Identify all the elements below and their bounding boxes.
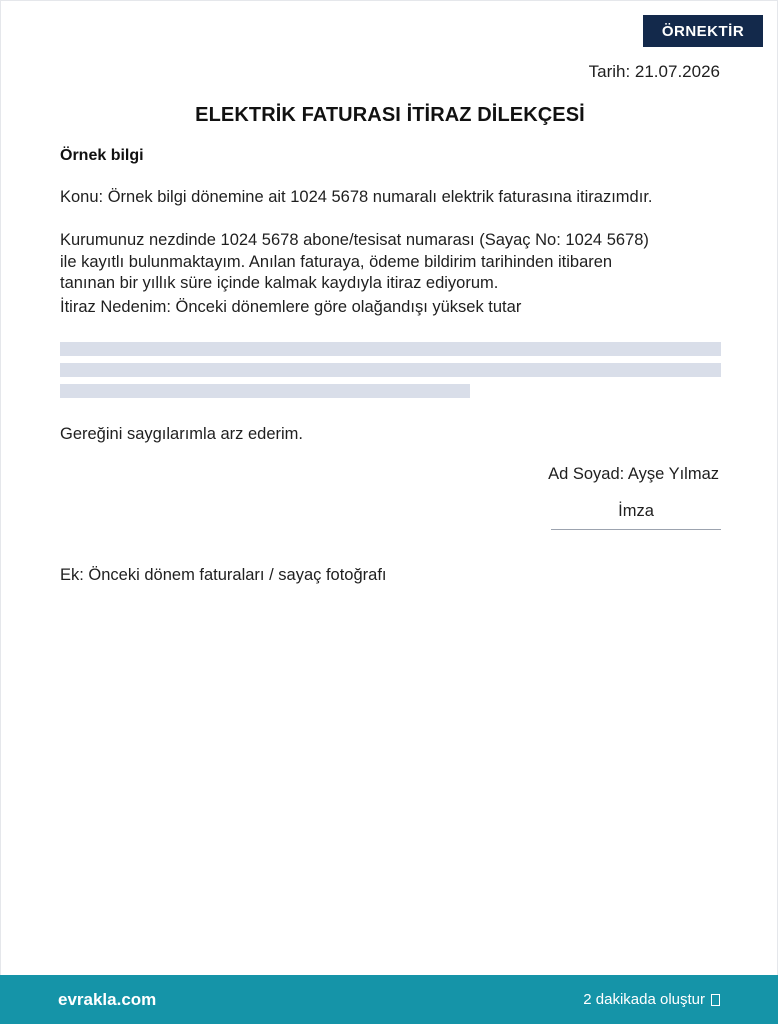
reason-line: İtiraz Nedenim: Önceki dönemlere göre olağandışı yüksek tutar xyxy=(60,298,522,316)
signature-label: İmza xyxy=(618,502,654,520)
document-title: ELEKTRİK FATURASI İTİRAZ DİLEKÇESİ xyxy=(195,104,585,126)
document-date: Tarih: 21.07.2026 xyxy=(588,62,720,81)
redacted-text-bar xyxy=(60,384,470,398)
create-document-link[interactable] xyxy=(583,991,720,1008)
redacted-text-bar xyxy=(60,363,721,377)
signature-line xyxy=(551,529,721,530)
footer-brand-link[interactable]: evrakla.com xyxy=(58,990,157,1009)
redacted-text-bar xyxy=(60,342,721,356)
body-line: tanınan bir yıllık süre içinde kalmak kaydıyla itiraz ediyorum. xyxy=(60,274,499,292)
sample-badge: ÖRNEKTİR xyxy=(643,15,763,47)
closing-line: Gereğini saygılarımla arz ederim. xyxy=(60,425,304,443)
body-paragraph xyxy=(60,230,725,295)
footer-bar xyxy=(0,975,778,1024)
recipient-line: Örnek bilgi xyxy=(60,147,144,164)
body-line: Kurumunuz nezdinde 1024 5678 abone/tesisat numarası (Sayaç No: 1024 5678) xyxy=(60,231,649,249)
signer-name: Ad Soyad: Ayşe Yılmaz xyxy=(548,465,719,483)
body-line: ile kayıtlı bulunmaktayım. Anılan faturaya, ödeme bildirim tarihinden itibaren xyxy=(60,252,613,271)
external-link-icon xyxy=(711,994,720,1006)
create-document-label: 2 dakikada oluştur xyxy=(583,991,705,1008)
subject-line: Konu: Örnek bilgi dönemine ait 1024 5678 numaralı elektrik faturasına itirazımdır. xyxy=(60,188,653,206)
attachment-line: Ek: Önceki dönem faturaları / sayaç fotoğrafı xyxy=(60,566,387,584)
